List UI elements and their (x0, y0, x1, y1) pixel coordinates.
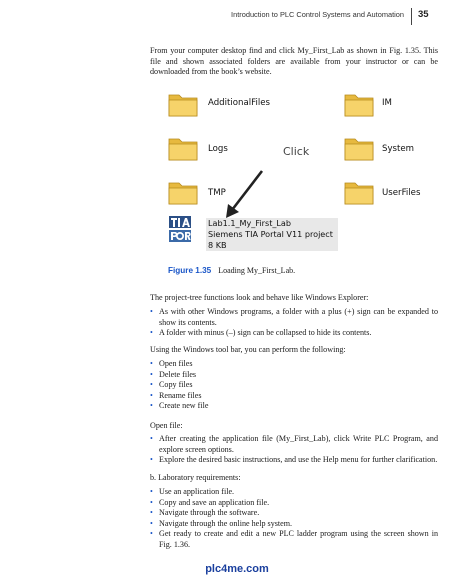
toolbar-list (150, 359, 438, 412)
list-item: • As with other Windows programs, a folder with a plus (+) sign can be expanded to show its contents. (150, 307, 438, 328)
site-footer: plc4me.com (205, 563, 269, 575)
intro-paragraph: From your computer desktop find and click My_First_Lab as shown in Fig. 1.35. This file and shown associated folders are available from your instructor or can be downloaded from the book’s website. (150, 46, 438, 77)
folder-label: Logs (208, 144, 228, 154)
tree-list (150, 307, 438, 339)
open-file-heading: Open file: (150, 421, 183, 430)
list-item: • Use an application file. (150, 487, 438, 498)
lab-heading: b. Laboratory requirements: (150, 473, 241, 482)
project-file-details[interactable] (206, 218, 338, 251)
header-divider (411, 8, 412, 25)
click-annotation: Click (283, 145, 310, 158)
figure-caption-text: Loading My_First_Lab. (218, 266, 296, 275)
folder-label: AdditionalFiles (208, 98, 270, 108)
toolbar-intro: Using the Windows tool bar, you can perform the following: (150, 345, 346, 354)
page-number: 35 (418, 9, 429, 20)
folder-label: TMP (208, 188, 226, 198)
folder-icon (344, 178, 374, 206)
project-file-type: Siemens TIA Portal V11 project (208, 229, 333, 239)
tree-intro: The project-tree functions look and behave like Windows Explorer: (150, 293, 369, 302)
tia-portal-icon[interactable] (168, 215, 192, 243)
project-file-name: Lab1.1_My_First_Lab (208, 218, 292, 228)
folder-label: IM (382, 98, 392, 108)
list-item: • Navigate through the software. (150, 508, 438, 519)
list-item: • A folder with minus (–) sign can be collapsed to hide its contents. (150, 328, 438, 339)
figure-caption (168, 266, 295, 275)
figure-number: Figure 1.35 (168, 266, 212, 275)
lab-list (150, 487, 438, 551)
open-file-list (150, 434, 438, 466)
folder-label: UserFiles (382, 188, 421, 198)
list-item: • After creating the application file (My_First_Lab), click Write PLC Program, and explore screen options. (150, 434, 438, 455)
header-title: Introduction to PLC Control Systems and Automation (231, 10, 404, 19)
list-item: • Explore the desired basic instructions, and use the Help menu for further clarification. (150, 455, 438, 466)
list-item: • Open files (150, 359, 438, 370)
project-file-size: 8 KB (208, 240, 227, 250)
list-item: • Rename files (150, 391, 438, 402)
running-header (0, 8, 474, 24)
folder-icon (344, 90, 374, 118)
list-item: • Get ready to create and edit a new PLC ladder program using the screen shown in Fig. 1.36. (150, 529, 438, 550)
folder-icon (168, 178, 198, 206)
folder-icon (168, 90, 198, 118)
list-item: • Navigate through the online help system. (150, 519, 438, 530)
folder-label: System (382, 144, 415, 154)
list-item: • Delete files (150, 370, 438, 381)
list-item: • Copy and save an application file. (150, 498, 438, 509)
list-item: • Create new file (150, 401, 438, 412)
folder-icon (344, 134, 374, 162)
folder-icon (168, 134, 198, 162)
figure-explorer-view (166, 82, 428, 266)
list-item: • Copy files (150, 380, 438, 391)
